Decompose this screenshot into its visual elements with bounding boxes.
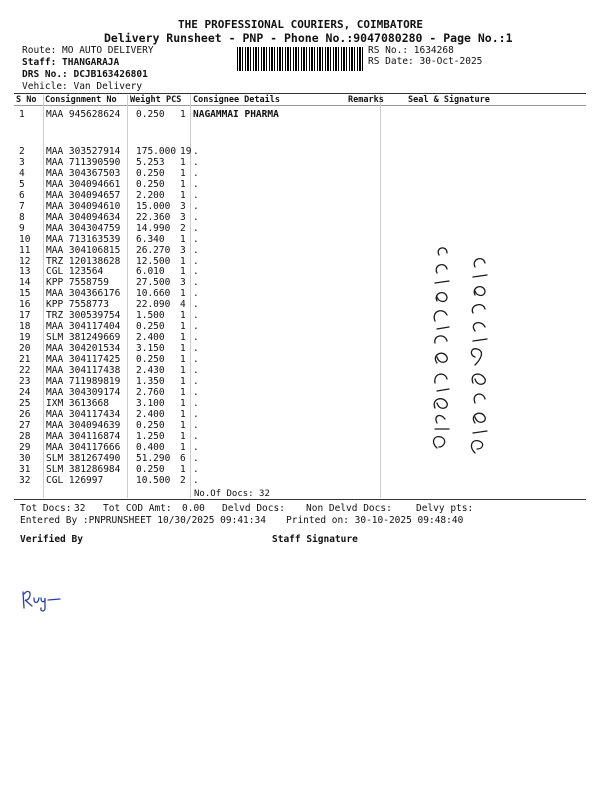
row-pcs: 1 <box>180 354 186 366</box>
row-consignee: . <box>193 167 199 179</box>
col-header-remarks: Remarks <box>348 95 384 105</box>
row-consignment-no: MAA 304309174 <box>46 386 121 398</box>
row-weight: 1.500 <box>136 310 165 322</box>
row-pcs: 1 <box>180 419 186 431</box>
row-consignment-no: MAA 304117434 <box>46 408 121 420</box>
row-weight: 12.500 <box>136 255 171 267</box>
row-pcs: 1 <box>180 321 186 333</box>
row-weight: 0.250 <box>136 419 165 431</box>
row-consignee: . <box>193 299 199 311</box>
row-consignment-no: MAA 304366176 <box>46 288 121 300</box>
col-header-pcs: PCS <box>166 95 182 105</box>
row-weight: 2.400 <box>136 332 165 344</box>
row-pcs: 1 <box>180 167 186 179</box>
row-consignee: . <box>193 419 199 431</box>
row-weight: 2.200 <box>136 189 165 201</box>
col-header-weight: Weight <box>130 95 161 105</box>
row-pcs: 2 <box>180 222 186 234</box>
row-consignment-no: MAA 304117438 <box>46 365 121 376</box>
row-consignment-no: MAA 304106815 <box>46 244 121 256</box>
row-weight: 15.000 <box>136 200 171 212</box>
row-pcs: 2 <box>180 474 186 486</box>
row-weight: 0.250 <box>136 354 165 366</box>
row-consignee: . <box>193 430 199 442</box>
row-consignment-no: MAA 304367503 <box>46 167 121 179</box>
row-weight: 0.250 <box>136 167 165 179</box>
row-sno: 32 <box>19 474 31 486</box>
row-consignment-no: TRZ 300539754 <box>46 310 121 322</box>
row-consignment-no: MAA 304116874 <box>46 430 121 442</box>
tot-docs-value: 32 <box>74 503 86 514</box>
rs-date: RS Date: 30-Oct-2025 <box>368 56 483 67</box>
row-consignment-no: KPP 7558773 <box>46 299 109 311</box>
row-sno: 20 <box>19 343 31 355</box>
row-pcs: 1 <box>180 441 186 453</box>
row-weight: 10.500 <box>136 474 171 486</box>
row-consignment-no: SLM 381249669 <box>46 332 121 344</box>
row-consignment-no: MAA 304094634 <box>46 211 121 223</box>
row-sno: 1 <box>19 109 25 120</box>
row-sno: 8 <box>19 211 25 223</box>
entered-by: Entered By :PNPRUNSHEET 10/30/2025 09:41:34 <box>20 515 266 526</box>
row-sno: 3 <box>19 156 25 168</box>
delvd-docs: Delvd Docs: <box>222 503 285 514</box>
row-consignment-no: MAA 304094657 <box>46 189 121 201</box>
no-of-docs: No.Of Docs: 32 <box>194 489 270 499</box>
row-consignment-no: MAA 711390590 <box>46 156 121 168</box>
row-consignee: . <box>193 189 199 201</box>
row-sno: 4 <box>19 167 25 179</box>
col-header-consignee: Consignee Details <box>193 95 280 105</box>
row-consignment-no: MAA 304117404 <box>46 321 121 333</box>
row-sno: 14 <box>19 277 31 289</box>
runsheet-subtitle: Delivery Runsheet - PNP - Phone No.:9047080280 - Page No.:1 <box>104 31 513 45</box>
row-consignee: . <box>193 156 199 168</box>
row-consignee: . <box>193 386 199 398</box>
row-sno: 5 <box>19 178 25 190</box>
row-pcs: 3 <box>180 244 186 256</box>
vehicle-label: Vehicle: Van Delivery <box>22 81 143 92</box>
rs-number: RS No.: 1634268 <box>368 45 454 56</box>
row-consignee: . <box>193 277 199 289</box>
row-sno: 2 <box>19 146 25 157</box>
row-pcs: 1 <box>180 463 186 475</box>
row-consignment-no: TRZ 120138628 <box>46 255 121 267</box>
row-pcs: 1 <box>180 255 186 267</box>
row-consignee: . <box>193 146 199 157</box>
row-weight: 14.990 <box>136 222 171 234</box>
row-pcs: 1 <box>180 189 186 201</box>
row-weight: 0.250 <box>136 109 165 120</box>
row-weight: 26.270 <box>136 244 171 256</box>
row-consignment-no: CGL 126997 <box>46 474 104 486</box>
row-sno: 24 <box>19 386 31 398</box>
company-title: THE PROFESSIONAL COURIERS, COIMBATORE <box>178 18 424 31</box>
row-consignee: . <box>193 452 199 464</box>
row-consignee: . <box>193 365 199 376</box>
row-weight: 6.010 <box>136 266 165 278</box>
row-sno: 16 <box>19 299 31 311</box>
row-consignment-no: MAA 711989819 <box>46 375 121 387</box>
row-consignment-no: MAA 304117666 <box>46 441 121 453</box>
row-consignment-no: MAA 304201534 <box>46 343 121 355</box>
row-consignee: . <box>193 310 199 322</box>
row-pcs: 3 <box>180 277 186 289</box>
row-consignee: . <box>193 354 199 366</box>
row-weight: 175.000 <box>136 146 177 157</box>
row-pcs: 1 <box>180 408 186 420</box>
row-pcs: 1 <box>180 375 186 387</box>
delvy-pts: Delvy pts: <box>416 503 474 514</box>
table-header <box>0 95 600 107</box>
row-sno: 31 <box>19 463 31 475</box>
row-pcs: 4 <box>180 299 186 311</box>
row-pcs: 1 <box>180 178 186 190</box>
row-consignee: . <box>193 211 199 223</box>
row-consignee: . <box>193 244 199 256</box>
row-consignee: . <box>193 288 199 300</box>
row-sno: 28 <box>19 430 31 442</box>
row-consignment-no: MAA 945628624 <box>46 109 121 120</box>
row-consignee: . <box>193 408 199 420</box>
row-pcs: 1 <box>180 288 186 300</box>
row-sno: 23 <box>19 375 31 387</box>
row-weight: 0.250 <box>136 463 165 475</box>
row-weight: 10.660 <box>136 288 171 300</box>
staff-label: Staff: THANGARAJA <box>22 57 120 68</box>
row-consignee: . <box>193 474 199 486</box>
row-consignment-no: CGL 123564 <box>46 266 104 278</box>
verifier-signature <box>20 548 68 631</box>
row-consignee: . <box>193 441 199 453</box>
row-weight: 1.250 <box>136 430 165 442</box>
row-sno: 21 <box>19 354 31 366</box>
row-sno: 26 <box>19 408 31 420</box>
row-pcs: 1 <box>180 365 186 376</box>
row-pcs: 3 <box>180 211 186 223</box>
row-consignee: . <box>193 233 199 245</box>
row-sno: 11 <box>19 244 31 256</box>
row-consignment-no: MAA 304094639 <box>46 419 121 431</box>
row-weight: 2.760 <box>136 386 165 398</box>
row-consignee: NAGAMMAI PHARMA <box>193 109 279 120</box>
row-sno: 15 <box>19 288 31 300</box>
verified-by-label: Verified By <box>20 534 83 545</box>
row-pcs: 1 <box>180 266 186 278</box>
row-consignment-no: MAA 304094661 <box>46 178 121 190</box>
row-consignee: . <box>193 178 199 190</box>
row-consignment-no: MAA 304094610 <box>46 200 121 212</box>
row-consignee: . <box>193 375 199 387</box>
row-consignment-no: MAA 713163539 <box>46 233 121 245</box>
drs-label: DRS No.: DCJB163426801 <box>22 69 148 80</box>
row-weight: 3.100 <box>136 397 165 409</box>
row-sno: 19 <box>19 332 31 344</box>
non-delvd-docs: Non Delvd Docs: <box>306 503 392 514</box>
row-sno: 22 <box>19 365 31 376</box>
row-sno: 30 <box>19 452 31 464</box>
table-top-rule <box>14 93 586 94</box>
row-consignee: . <box>193 343 199 355</box>
row-sno: 13 <box>19 266 31 278</box>
row-sno: 17 <box>19 310 31 322</box>
row-sno: 12 <box>19 255 31 267</box>
row-consignment-no: SLM 381286984 <box>46 463 121 475</box>
col-header-sno: S No <box>16 95 37 105</box>
tot-docs-label: Tot Docs: <box>20 503 72 514</box>
row-weight: 22.090 <box>136 299 171 311</box>
row-weight: 3.150 <box>136 343 165 355</box>
row-consignee: . <box>193 463 199 475</box>
row-weight: 0.250 <box>136 178 165 190</box>
row-pcs: 1 <box>180 397 186 409</box>
row-pcs: 1 <box>180 156 186 168</box>
row-pcs: 1 <box>180 386 186 398</box>
row-consignee: . <box>193 200 199 212</box>
row-consignee: . <box>193 266 199 278</box>
row-consignment-no: MAA 304304759 <box>46 222 121 234</box>
route-label: Route: MO AUTO DELIVERY <box>22 45 154 56</box>
row-pcs: 6 <box>180 452 186 464</box>
row-weight: 1.350 <box>136 375 165 387</box>
table-row <box>0 109 600 121</box>
row-consignment-no: KPP 7558759 <box>46 277 109 289</box>
row-consignee: . <box>193 397 199 409</box>
row-sno: 9 <box>19 222 25 234</box>
row-consignment-no: IXM 3613668 <box>46 397 109 409</box>
handwritten-annotation <box>425 205 505 477</box>
row-weight: 6.340 <box>136 233 165 245</box>
row-pcs: 3 <box>180 200 186 212</box>
barcode <box>237 47 365 71</box>
row-sno: 6 <box>19 189 25 201</box>
table-bottom-rule <box>14 499 586 500</box>
printed-on: Printed on: 30-10-2025 09:48:40 <box>286 515 464 526</box>
row-sno: 18 <box>19 321 31 333</box>
row-pcs: 1 <box>180 233 186 245</box>
row-consignee: . <box>193 222 199 234</box>
row-pcs: 19 <box>180 146 192 157</box>
row-consignment-no: SLM 381267490 <box>46 452 121 464</box>
row-pcs: 1 <box>180 430 186 442</box>
row-weight: 2.430 <box>136 365 165 376</box>
row-consignment-no: MAA 303527914 <box>46 146 121 157</box>
row-weight: 5.253 <box>136 156 165 168</box>
row-consignee: . <box>193 321 199 333</box>
row-weight: 22.360 <box>136 211 171 223</box>
row-weight: 27.500 <box>136 277 171 289</box>
row-weight: 2.400 <box>136 408 165 420</box>
row-sno: 7 <box>19 200 25 212</box>
row-sno: 25 <box>19 397 31 409</box>
row-weight: 0.250 <box>136 321 165 333</box>
row-pcs: 1 <box>180 343 186 355</box>
row-weight: 0.400 <box>136 441 165 453</box>
row-consignee: . <box>193 255 199 267</box>
tot-cod-label: Tot COD Amt: <box>103 503 172 514</box>
row-consignment-no: MAA 304117425 <box>46 354 121 366</box>
row-pcs: 1 <box>180 109 186 120</box>
col-header-consignment: Consignment No <box>45 95 117 105</box>
staff-signature-label: Staff Signature <box>272 534 358 545</box>
table-row <box>0 475 600 487</box>
row-sno: 10 <box>19 233 31 245</box>
row-sno: 27 <box>19 419 31 431</box>
row-pcs: 1 <box>180 310 186 322</box>
row-weight: 51.290 <box>136 452 171 464</box>
row-consignee: . <box>193 332 199 344</box>
row-pcs: 1 <box>180 332 186 344</box>
row-sno: 29 <box>19 441 31 453</box>
tot-cod-value: 0.00 <box>182 503 205 514</box>
col-header-seal-signature: Seal & Signature <box>408 95 490 105</box>
